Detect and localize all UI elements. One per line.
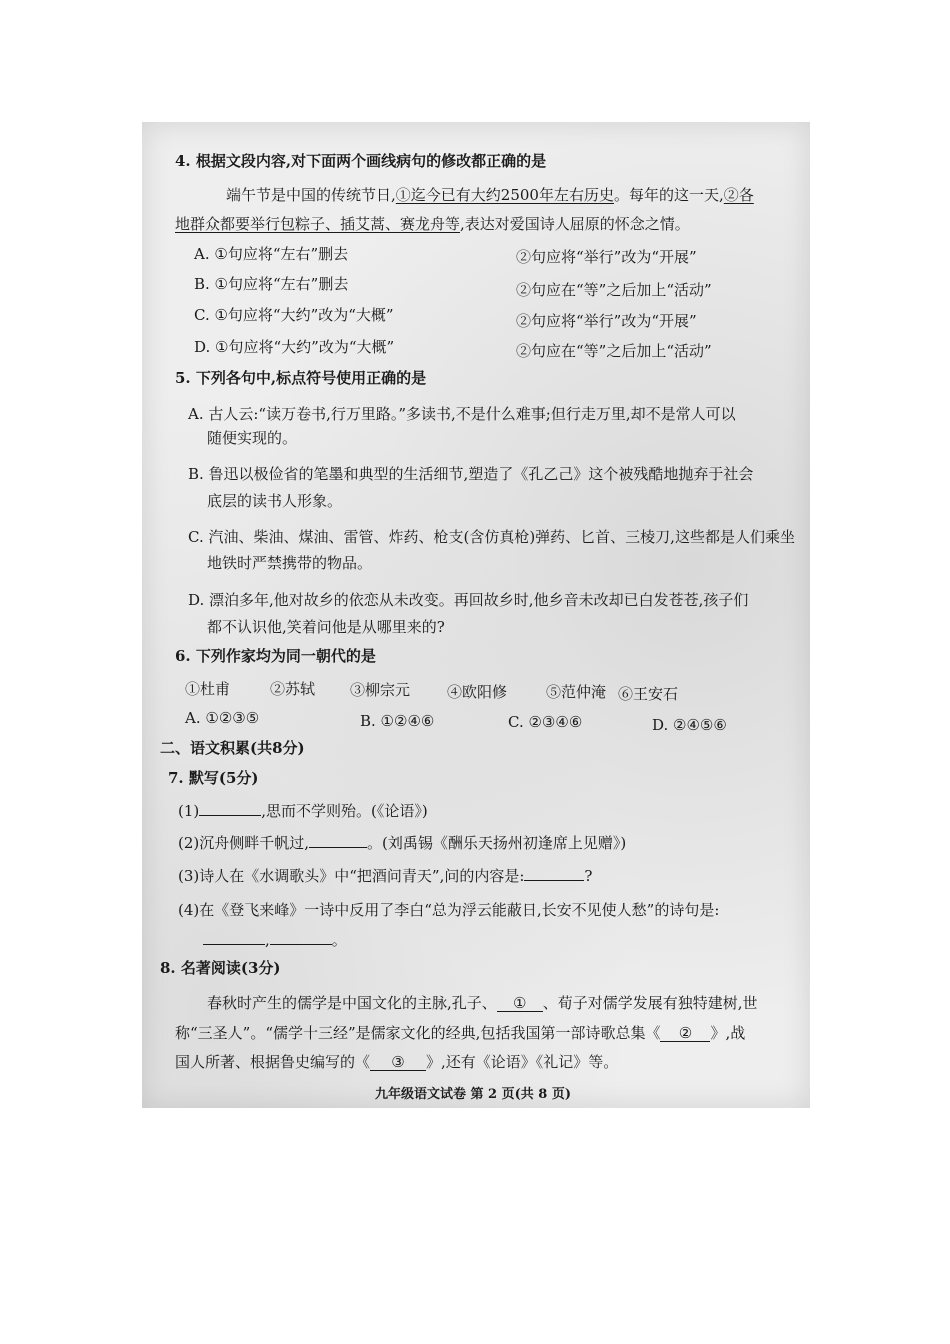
q7-item-3-text: (3)诗人在《水调歌头》中“把酒问青天”,问的内容是: xyxy=(178,867,525,885)
section-title: 二、语文积累(共8分) xyxy=(160,739,305,757)
q5-option-d-line2: 都不认识他,笑着问他是从哪里来的? xyxy=(207,618,445,636)
q8-text: 、荀子对儒学发展有独特建树,世 xyxy=(542,994,758,1012)
q8-text: 》,战 xyxy=(710,1024,746,1042)
q8-text: 国人所著、根据鲁史编写的《 xyxy=(175,1053,371,1071)
q6-option-b: B. ①②④⑥ xyxy=(360,712,435,730)
q5-option-c-line2: 地铁时严禁携带的物品。 xyxy=(207,554,373,572)
q5-stem: 5. 下列各句中,标点符号使用正确的是 xyxy=(175,369,427,387)
q4-passage-text: 端午节是中国的传统节日, xyxy=(226,186,396,204)
q4-sick-sentence-2-start: ②各 xyxy=(723,186,754,204)
q4-stem: 4. 根据文段内容,对下面两个画线病句的修改都正确的是 xyxy=(175,152,547,170)
q6-author-2: ②苏轼 xyxy=(270,680,316,698)
answer-blank[interactable] xyxy=(524,866,584,881)
answer-blank[interactable] xyxy=(309,833,367,848)
q4-passage-line2 xyxy=(175,214,690,234)
q8-line2 xyxy=(175,1023,745,1043)
q6-author-6: ⑥王安石 xyxy=(618,685,679,703)
answer-blank[interactable] xyxy=(370,1052,426,1071)
q7-item-1-number: (1) xyxy=(178,802,200,820)
q6-option-c: C. ②③④⑥ xyxy=(508,713,583,731)
q6-author-3: ③柳宗元 xyxy=(350,681,411,699)
answer-blank[interactable] xyxy=(270,930,332,945)
q4-option-b-right: ②句应在“等”之后加上“活动” xyxy=(516,281,712,299)
q4-option-a-right: ②句应将“举行”改为“开展” xyxy=(516,248,697,266)
q7-item-2-source: 。(刘禹锡《酬乐天扬州初逢席上见赠》) xyxy=(367,834,627,852)
q4-option-d-right: ②句应在“等”之后加上“活动” xyxy=(516,342,712,360)
answer-blank[interactable] xyxy=(203,930,265,945)
answer-blank[interactable] xyxy=(660,1023,710,1042)
q5-option-b-line1: B. 鲁迅以极俭省的笔墨和典型的生活细节,塑造了《孔乙己》这个被残酷地抛弃于社会 xyxy=(188,465,754,483)
q7-item-4-comma: , xyxy=(265,931,270,949)
q7-item-2 xyxy=(178,833,626,853)
q7-item-4: (4)在《登飞来峰》一诗中反用了李白“总为浮云能蔽日,长安不见使人愁”的诗句是: xyxy=(178,901,720,919)
q7-item-4-period: 。 xyxy=(331,931,347,949)
q7-item-1-text: ,思而不学则殆。(《论语》) xyxy=(261,802,428,820)
q8-stem: 8. 名著阅读(3分) xyxy=(160,959,281,977)
q8-line1 xyxy=(207,993,758,1013)
q6-author-5: ⑤范仲淹 xyxy=(546,683,607,701)
q7-item-2-text: (2)沉舟侧畔千帆过, xyxy=(178,834,310,852)
q5-option-d-line1: D. 漂泊多年,他对故乡的依恋从未改变。再回故乡时,他乡音未改却已白发苍苍,孩子们 xyxy=(188,591,749,609)
q5-option-b-line2: 底层的读书人形象。 xyxy=(207,492,343,510)
q8-line3 xyxy=(175,1052,618,1072)
q5-option-a-line2: 随便实现的。 xyxy=(207,429,298,447)
blank-marker: ② xyxy=(678,1024,693,1042)
answer-blank[interactable] xyxy=(497,993,543,1012)
page-footer: 九年级语文试卷 第 2 页(共 8 页) xyxy=(375,1087,572,1102)
blank-marker: ① xyxy=(513,994,527,1012)
q4-passage-text: ,表达对爱国诗人屈原的怀念之情。 xyxy=(460,215,690,233)
q4-passage-line1 xyxy=(226,185,754,205)
q7-item-1 xyxy=(178,801,428,821)
q4-passage-text: 。每年的这一天, xyxy=(613,186,724,204)
q8-text: 》,还有《论语》《礼记》等。 xyxy=(426,1053,619,1071)
q7-item-4-answer xyxy=(203,930,347,950)
q5-option-c-line1: C. 汽油、柴油、煤油、雷管、炸药、枪支(含仿真枪)弹药、匕首、三棱刀,这些都是人们乘坐 xyxy=(188,528,795,546)
q7-stem: 7. 默写(5分) xyxy=(168,769,259,787)
q7-item-3 xyxy=(178,866,592,886)
q4-option-c-right: ②句应将“举行”改为“开展” xyxy=(516,312,697,330)
q6-author-1: ①杜甫 xyxy=(185,680,231,698)
q4-option-c-left: C. ①句应将“大约”改为“大概” xyxy=(194,306,394,324)
q5-option-a-line1: A. 古人云:“读万卷书,行万里路。”多读书,不是什么难事;但行走万里,却不是常人可以 xyxy=(188,405,736,423)
q6-option-a: A. ①②③⑤ xyxy=(185,709,260,727)
q4-option-b-left: B. ①句应将“左右”删去 xyxy=(194,275,349,293)
q6-option-d: D. ②④⑤⑥ xyxy=(652,716,727,734)
blank-marker: ③ xyxy=(391,1053,405,1071)
q6-stem: 6. 下列作家均为同一朝代的是 xyxy=(175,647,376,665)
q4-option-d-left: D. ①句应将“大约”改为“大概” xyxy=(194,338,395,356)
q6-author-4: ④欧阳修 xyxy=(447,683,508,701)
q4-sick-sentence-1: ①迄今已有大约2500年左右历史 xyxy=(395,186,614,204)
q4-sick-sentence-2: 地群众都要举行包粽子、插艾蒿、赛龙舟等 xyxy=(175,215,461,233)
q8-text: 称“三圣人”。“儒学十三经”是儒家文化的经典,包括我国第一部诗歌总集《 xyxy=(175,1024,661,1042)
q7-item-3-end: ? xyxy=(584,867,593,885)
answer-blank[interactable] xyxy=(199,801,261,816)
q4-option-a-left: A. ①句应将“左右”删去 xyxy=(194,245,349,263)
q8-text: 春秋时产生的儒学是中国文化的主脉,孔子、 xyxy=(207,994,497,1012)
